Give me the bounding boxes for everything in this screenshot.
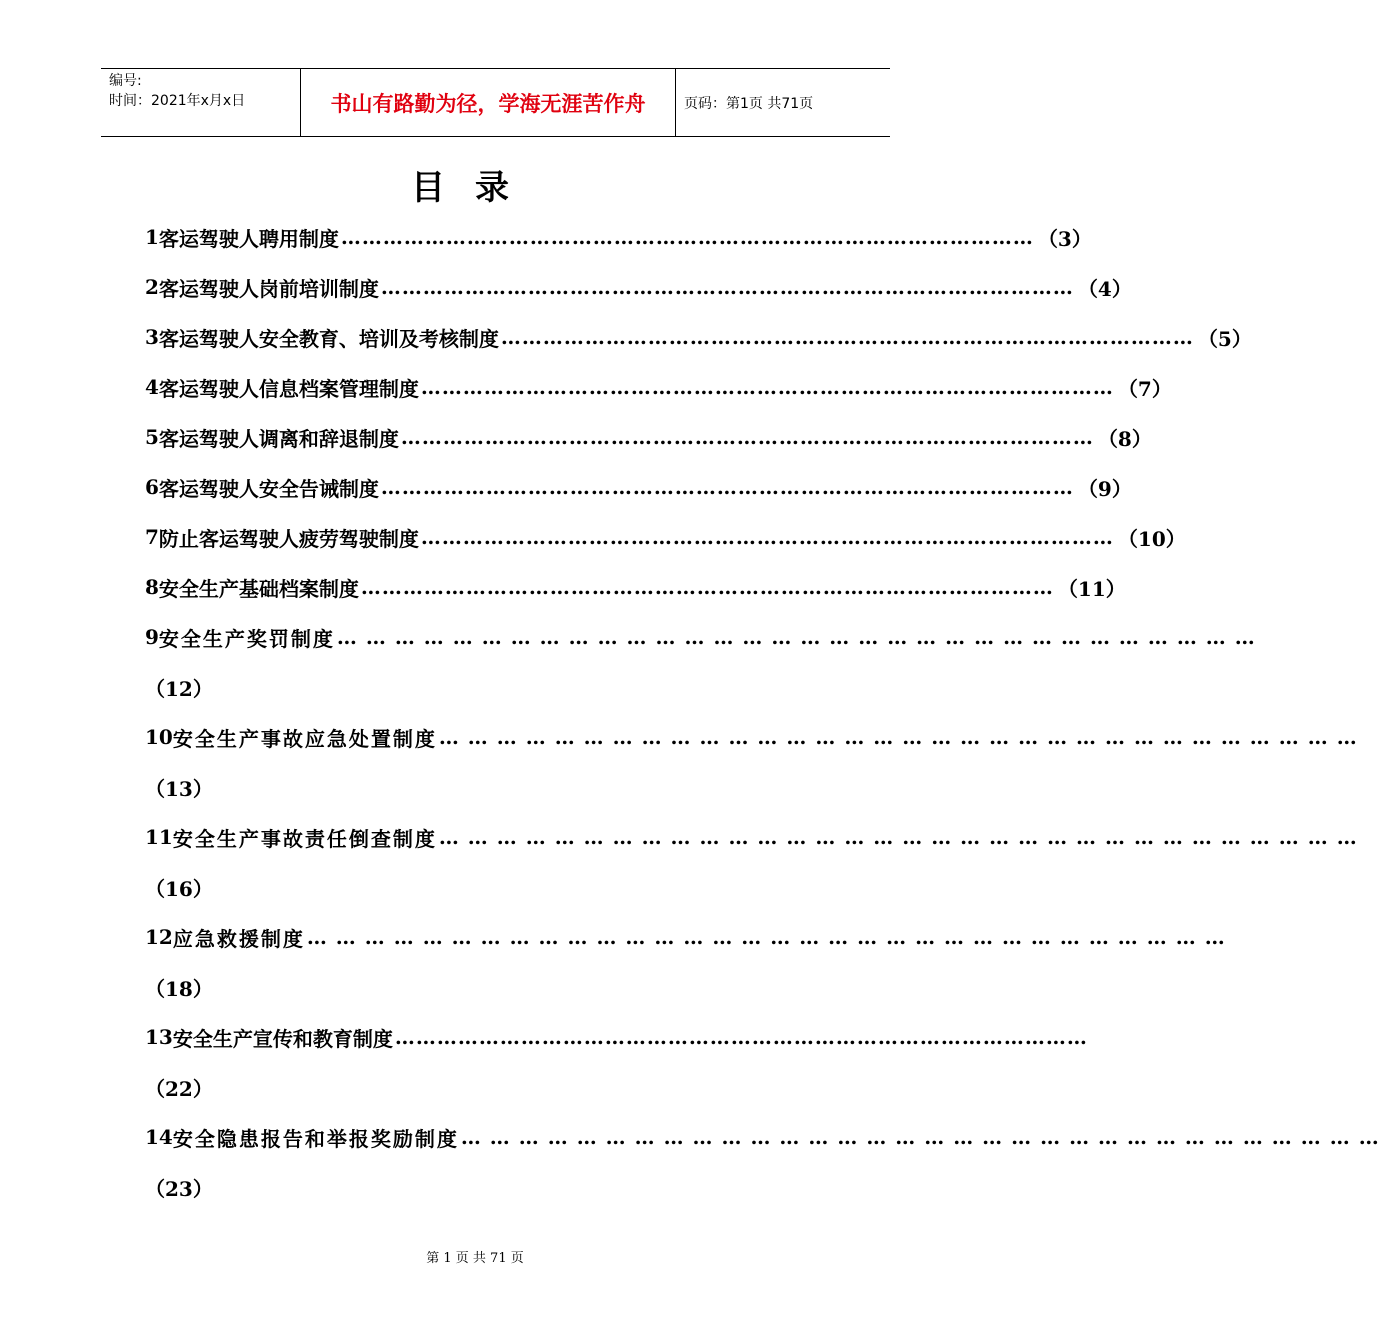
toc-leader-dots: ……………………………………………………………………………………… xyxy=(380,275,1074,299)
toc-item-page: （3） xyxy=(1037,226,1092,251)
toc-leader-dots: … … … … … … … … … … … … … … … … … … … … … … … … … … … … … … … … xyxy=(438,725,1358,749)
toc-item-page[interactable]: （12） xyxy=(145,676,213,701)
toc-item-label: 安全生产事故责任倒查制度 xyxy=(172,826,437,851)
toc-item-label: 安全生产事故应急处置制度 xyxy=(172,726,437,751)
toc-item[interactable] xyxy=(145,412,1152,462)
toc-item[interactable] xyxy=(145,212,1092,262)
toc-leader-dots: ……………………………………………………………………………………… xyxy=(500,325,1194,349)
toc-item-page: （4） xyxy=(1077,276,1132,301)
toc-leader-dots: … … … … … … … … … … … … … … … … … … … … … … … … … … … … … … … … xyxy=(460,1125,1380,1149)
toc-item-page[interactable]: （18） xyxy=(145,976,213,1001)
toc-item-label: 客运驾驶人岗前培训制度 xyxy=(158,276,379,301)
toc-item-page: （7） xyxy=(1117,376,1172,401)
toc-item[interactable] xyxy=(145,312,1252,362)
toc-item[interactable] xyxy=(145,912,1226,962)
toc-item-page: （5） xyxy=(1197,326,1252,351)
toc-leader-dots: … … … … … … … … … … … … … … … … … … … … … … … … … … … … … … … … xyxy=(438,825,1358,849)
toc-item-number: 7 xyxy=(145,525,159,549)
toc-item[interactable] xyxy=(145,612,1256,662)
toc-leader-dots: … … … … … … … … … … … … … … … … … … … … … … … … … … … … … … … … xyxy=(306,925,1226,949)
header-motto: 书山有路勤为径，学海无涯苦作舟 xyxy=(301,69,676,136)
toc-item-label: 客运驾驶人聘用制度 xyxy=(158,226,339,251)
toc-item[interactable] xyxy=(145,712,1358,762)
toc-leader-dots: ……………………………………………………………………………………… xyxy=(360,575,1054,599)
toc-item-number: 2 xyxy=(145,275,159,299)
toc-item[interactable] xyxy=(145,262,1132,312)
toc-item-page[interactable]: （23） xyxy=(145,1176,213,1201)
page-title: 目录 xyxy=(411,168,539,208)
toc-item[interactable] xyxy=(145,1112,1380,1162)
toc-item[interactable] xyxy=(145,812,1358,862)
table-of-contents xyxy=(145,212,1380,1212)
header-meta xyxy=(101,69,301,136)
toc-item-label: 客运驾驶人信息档案管理制度 xyxy=(158,376,419,401)
toc-item-number: 12 xyxy=(145,925,173,949)
toc-item-number: 10 xyxy=(145,725,173,749)
time-label: 时间：2021年x月x日 xyxy=(109,93,246,109)
toc-item-label: 安全生产奖罚制度 xyxy=(158,626,335,651)
toc-item-page: （8） xyxy=(1097,426,1152,451)
toc-item-label: 客运驾驶人安全告诫制度 xyxy=(158,476,379,501)
toc-leader-dots: ……………………………………………………………………………………… xyxy=(420,525,1114,549)
toc-item-label: 安全隐患报告和举报奖励制度 xyxy=(172,1126,459,1151)
toc-leader-dots: ……………………………………………………………………………………… xyxy=(340,225,1034,249)
header-page-info: 页码：第1页 共71页 xyxy=(684,95,814,112)
toc-item-number: 6 xyxy=(145,475,159,499)
toc-leader-dots: ……………………………………………………………………………………… xyxy=(400,425,1094,449)
toc-item-label: 安全生产宣传和教育制度 xyxy=(172,1026,393,1051)
toc-leader-dots: ……………………………………………………………………………………… xyxy=(420,375,1114,399)
toc-item-number: 4 xyxy=(145,375,159,399)
toc-item-page: （11） xyxy=(1057,576,1126,601)
toc-leader-dots: ……………………………………………………………………………………… xyxy=(380,475,1074,499)
toc-leader-dots: ……………………………………………………………………………………… xyxy=(394,1025,1088,1049)
toc-item-number: 9 xyxy=(145,625,159,649)
toc-item-page: （9） xyxy=(1077,476,1132,501)
toc-item-number: 14 xyxy=(145,1125,173,1149)
toc-item-number: 8 xyxy=(145,575,159,599)
toc-item-number: 13 xyxy=(145,1025,173,1049)
toc-item-page[interactable]: （16） xyxy=(145,876,213,901)
page-header xyxy=(101,68,890,137)
toc-item-label: 客运驾驶人调离和辞退制度 xyxy=(158,426,399,451)
toc-item[interactable] xyxy=(145,462,1132,512)
number-label: 编号: xyxy=(109,73,142,89)
toc-item-page: （10） xyxy=(1117,526,1186,551)
toc-item-label: 防止客运驾驶人疲劳驾驶制度 xyxy=(158,526,419,551)
toc-item-label: 应急救援制度 xyxy=(172,926,305,951)
toc-item-label: 客运驾驶人安全教育、培训及考核制度 xyxy=(158,326,499,351)
toc-item[interactable] xyxy=(145,362,1172,412)
page-footer: 第 1 页 共 71 页 xyxy=(426,1251,524,1266)
toc-item-number: 1 xyxy=(145,225,159,249)
toc-item-number: 11 xyxy=(145,825,173,849)
toc-item[interactable] xyxy=(145,512,1186,562)
toc-item-number: 5 xyxy=(145,425,159,449)
toc-item-label: 安全生产基础档案制度 xyxy=(158,576,359,601)
toc-item-number: 3 xyxy=(145,325,159,349)
toc-item[interactable] xyxy=(145,1012,1088,1062)
toc-item-page[interactable]: （13） xyxy=(145,776,213,801)
toc-leader-dots: … … … … … … … … … … … … … … … … … … … … … … … … … … … … … … … … xyxy=(336,625,1256,649)
toc-item-page[interactable]: （22） xyxy=(145,1076,213,1101)
toc-item[interactable] xyxy=(145,562,1126,612)
